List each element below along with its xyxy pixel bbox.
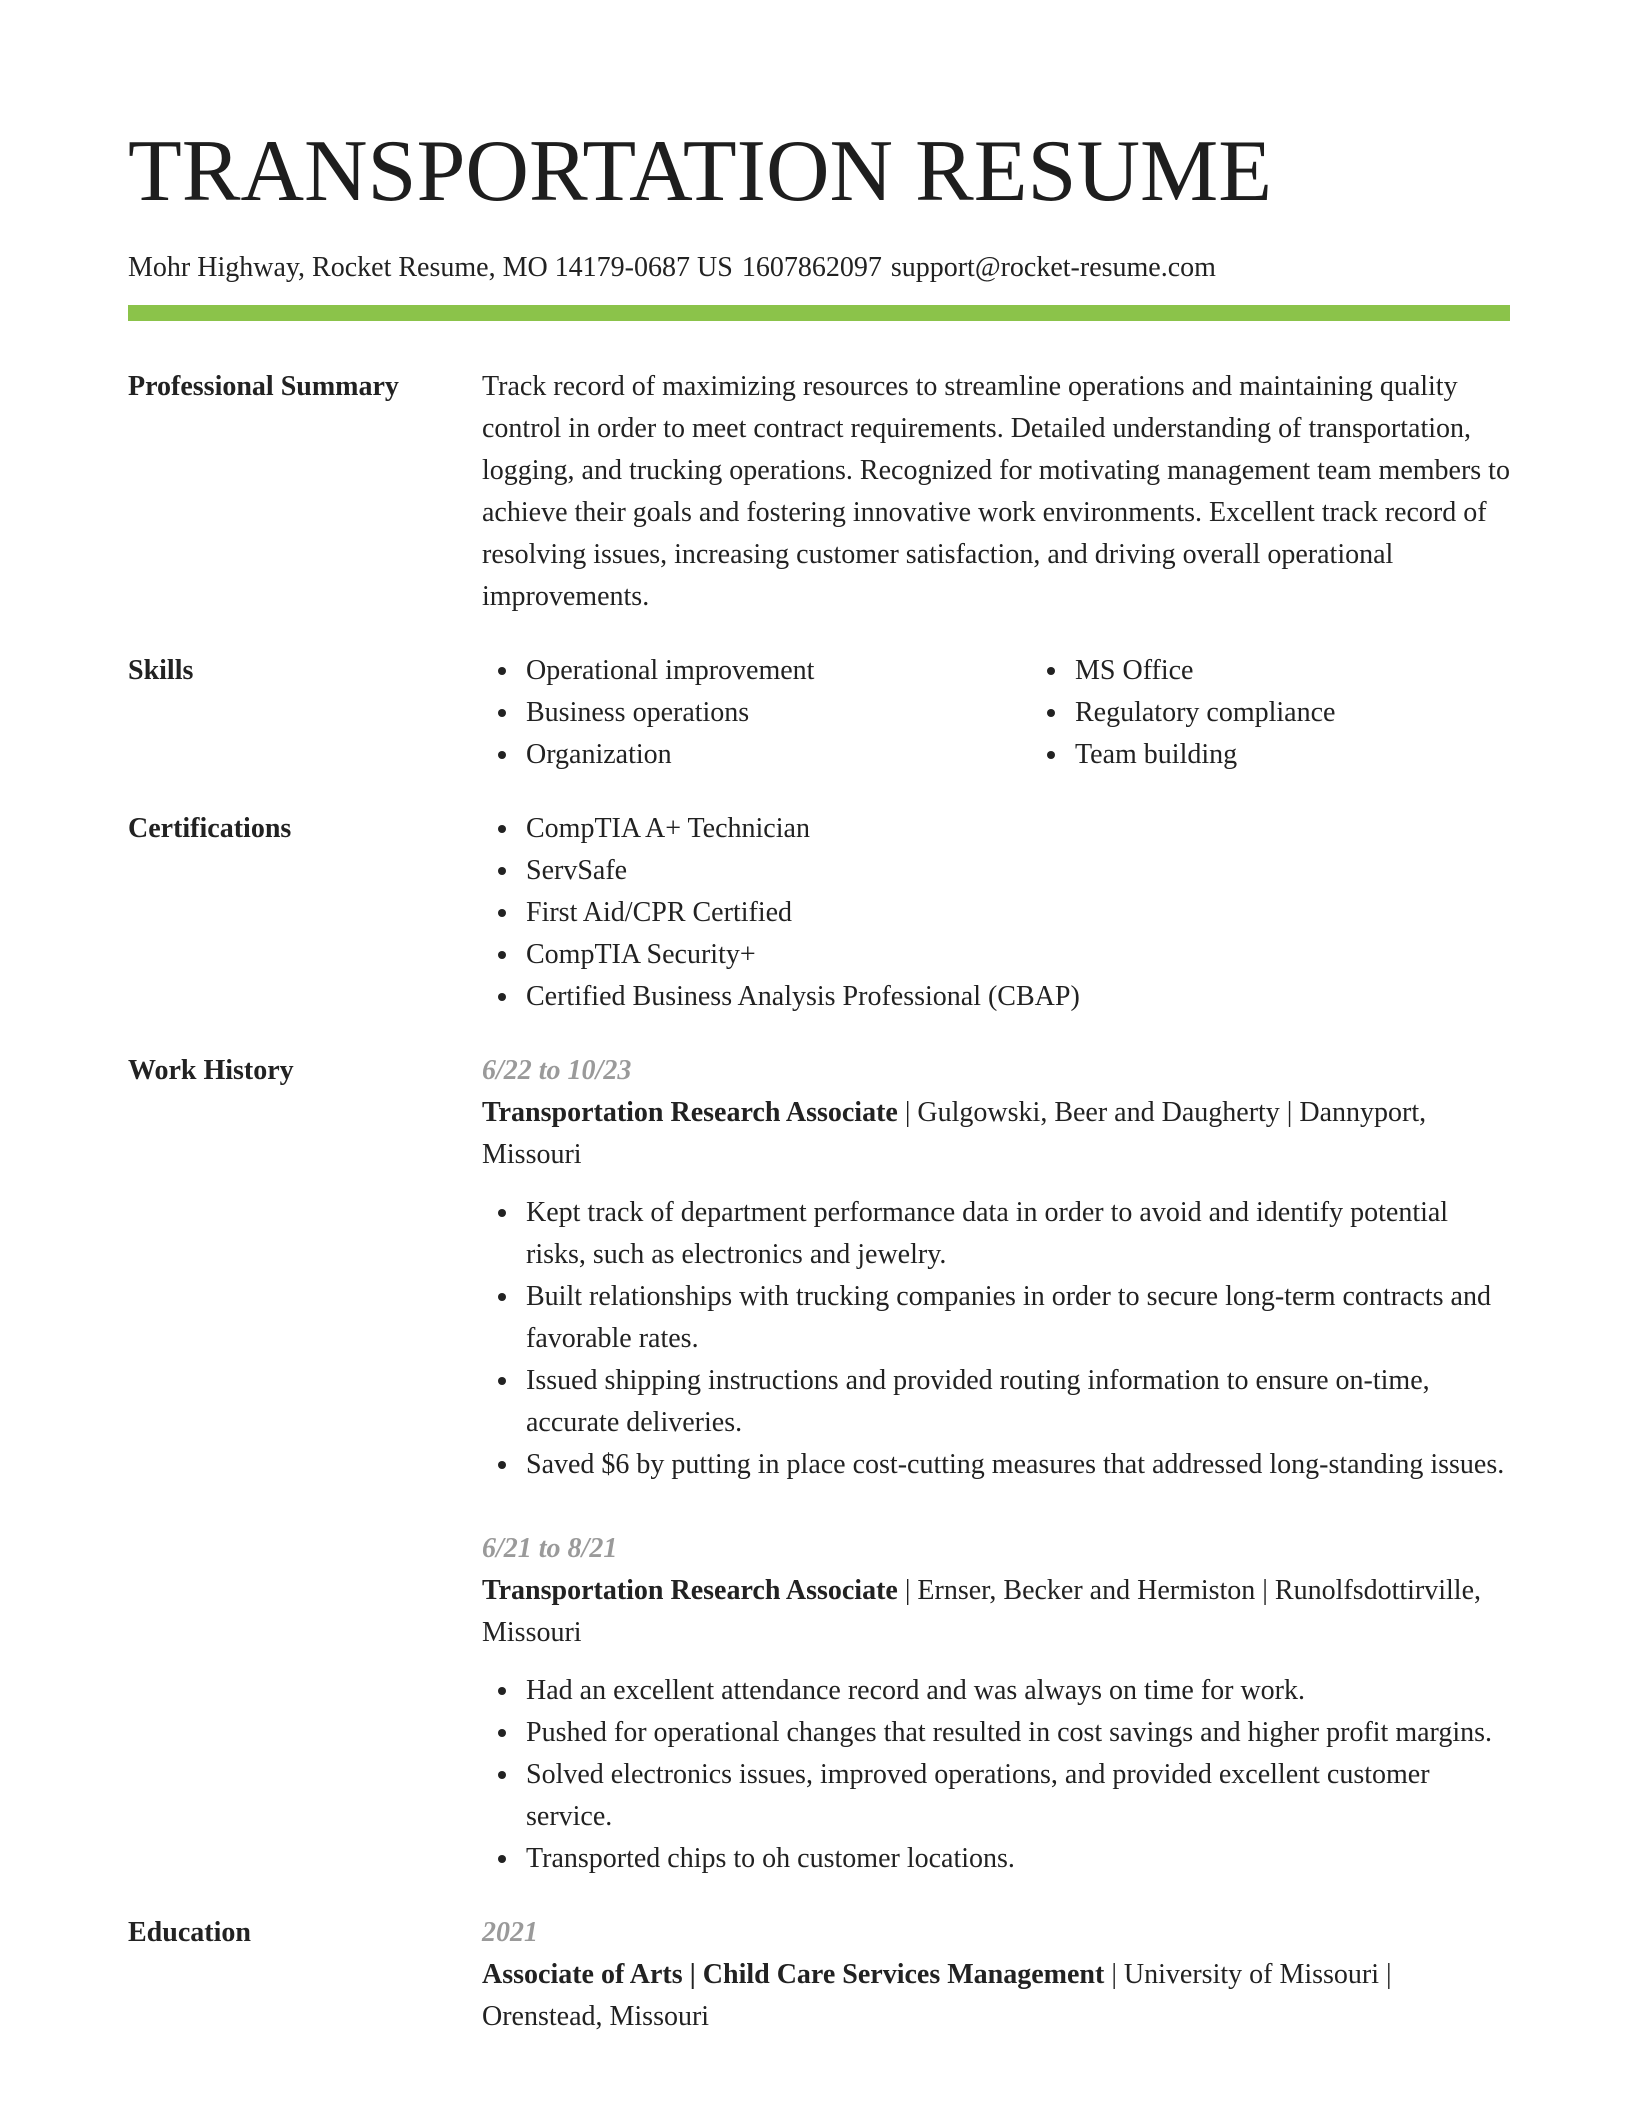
work-history-heading: Work History <box>128 1055 294 1086</box>
job-bullet: Transported chips to oh customer locations. <box>526 1838 1510 1880</box>
job-bullet: Solved electronics issues, improved operations, and provided excellent customer service. <box>526 1754 1510 1838</box>
education-school: | University of Missouri | Orenstead, Missouri <box>482 1959 1392 2032</box>
contact-address: Mohr Highway, Rocket Resume, MO 14179-0687 US <box>128 252 733 283</box>
contact-line <box>128 248 1510 288</box>
skills-list <box>482 650 1580 776</box>
education-heading: Education <box>128 1917 251 1948</box>
resume-page <box>128 120 1510 2070</box>
summary-section <box>128 366 1510 618</box>
job-title: Transportation Research Associate <box>482 1575 898 1606</box>
skill-item: Operational improvement <box>526 650 1031 692</box>
summary-text: Track record of maximizing resources to streamline operations and maintaining quality control in order to meet contract requirements. Detailed understanding of transportation, logging, and trucking operations. Recognized for motivating management team members to achieve their goals and fostering innovative work environments. Excellent track record of resolving issues, increasing customer satisfaction, and driving overall operational improvements. <box>482 371 1510 612</box>
skills-heading: Skills <box>128 655 194 686</box>
job-bullet: Had an excellent attendance record and was always on time for work. <box>526 1670 1510 1712</box>
job-dates: 6/21 to 8/21 <box>482 1533 618 1564</box>
contact-email[interactable]: support@rocket-resume.com <box>890 252 1216 283</box>
education-year: 2021 <box>482 1917 538 1948</box>
skills-column-2 <box>1031 650 1580 776</box>
job-employer: | Ernser, Becker and Hermiston | Runolfsdottirville, Missouri <box>482 1575 1482 1648</box>
skill-item: Regulatory compliance <box>1075 692 1580 734</box>
certifications-body <box>482 808 1510 1018</box>
header-divider <box>128 305 1510 321</box>
skill-item: Business operations <box>526 692 1031 734</box>
job-title: Transportation Research Associate <box>482 1097 898 1128</box>
work-history-body <box>482 1050 1510 1880</box>
skill-item: Organization <box>526 734 1031 776</box>
skills-column-1 <box>482 650 1031 776</box>
certifications-heading: Certifications <box>128 813 292 844</box>
job-heading <box>482 1092 1510 1176</box>
skills-section <box>128 650 1510 776</box>
summary-heading: Professional Summary <box>128 371 399 402</box>
job-bullets <box>482 1192 1510 1486</box>
contact-phone: 1607862097 <box>741 252 882 283</box>
job-dates: 6/22 to 10/23 <box>482 1055 632 1086</box>
certification-item: First Aid/CPR Certified <box>526 892 1510 934</box>
certifications-section <box>128 808 1510 1018</box>
job-heading <box>482 1570 1510 1654</box>
certification-item: Certified Business Analysis Professional (CBAP) <box>526 976 1510 1018</box>
certification-item: CompTIA Security+ <box>526 934 1510 976</box>
job-bullets <box>482 1670 1510 1880</box>
education-heading-line <box>482 1954 1510 2038</box>
skill-item: MS Office <box>1075 650 1580 692</box>
certifications-list <box>482 808 1510 1018</box>
work-history-section <box>128 1050 1510 1880</box>
job-bullet: Pushed for operational changes that resulted in cost savings and higher profit margins. <box>526 1712 1510 1754</box>
certification-item: CompTIA A+ Technician <box>526 808 1510 850</box>
job-bullet: Built relationships with trucking companies in order to secure long-term contracts and favorable rates. <box>526 1276 1510 1360</box>
resume-title: TRANSPORTATION RESUME <box>128 123 1272 220</box>
skill-item: Team building <box>1075 734 1580 776</box>
job-entry <box>482 1528 1510 1880</box>
education-section <box>128 1912 1510 2038</box>
job-bullet: Saved $6 by putting in place cost-cutting measures that addressed long-standing issues. <box>526 1444 1510 1486</box>
education-degree: Associate of Arts | Child Care Services Management <box>482 1959 1105 1990</box>
certification-item: ServSafe <box>526 850 1510 892</box>
job-bullet: Issued shipping instructions and provided routing information to ensure on-time, accurate deliveries. <box>526 1360 1510 1444</box>
job-employer: | Gulgowski, Beer and Daugherty | Dannyport, Missouri <box>482 1097 1427 1170</box>
job-entry <box>482 1050 1510 1486</box>
job-bullet: Kept track of department performance data in order to avoid and identify potential risks, such as electronics and jewelry. <box>526 1192 1510 1276</box>
education-body <box>482 1912 1510 2038</box>
